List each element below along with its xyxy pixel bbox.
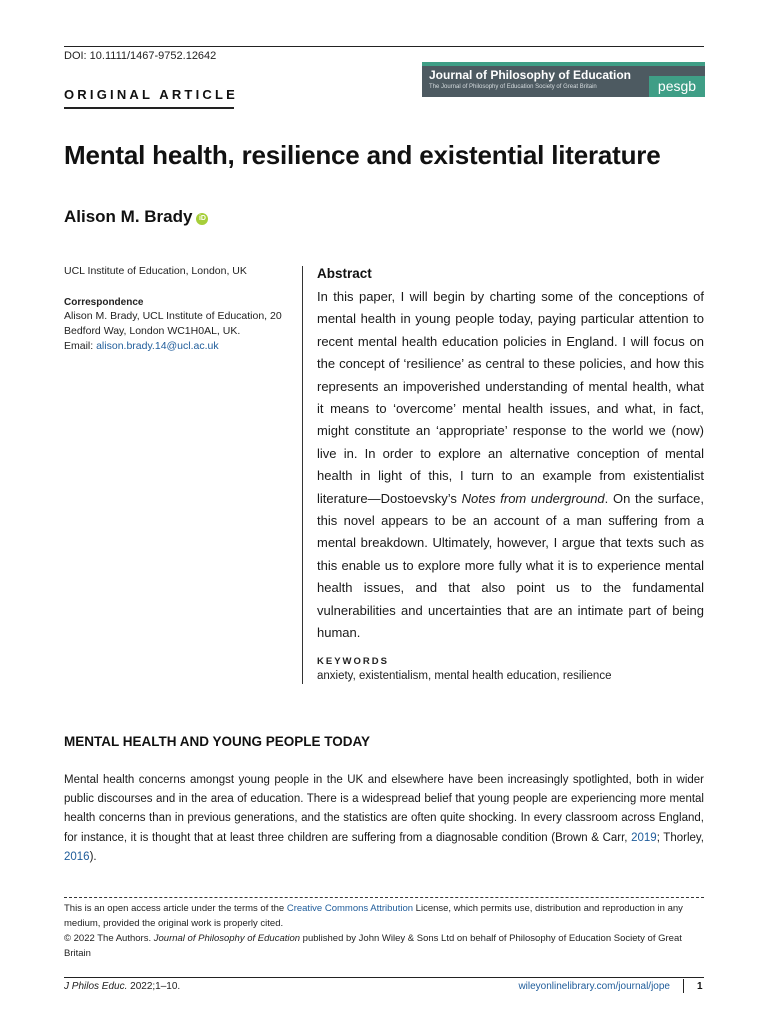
- header-rule: [64, 46, 704, 47]
- correspondence-line-2: Bedford Way, London WC1H0AL, UK.: [64, 325, 241, 337]
- page-number: 1: [697, 981, 703, 992]
- email-label: Email:: [64, 340, 97, 352]
- license-link[interactable]: Creative Commons Attribution: [286, 903, 414, 914]
- article-title: Mental health, resilience and existential literature: [64, 140, 661, 170]
- keywords-list: anxiety, existentialism, mental health education, resilience: [317, 670, 612, 682]
- citation-link-2[interactable]: 2016: [64, 850, 90, 863]
- journal-subtitle: The Journal of Philosophy of Education Society of Great Britain: [429, 84, 597, 90]
- abstract-text: [317, 286, 704, 645]
- journal-logo[interactable]: [422, 62, 705, 97]
- footnote-divider: [64, 897, 704, 898]
- footer-citation: [64, 981, 180, 992]
- footer-separator: [683, 979, 684, 993]
- copyright-text-2: published by John Wiley & Sons Ltd on behalf of Philosophy of Education Society of Great Britain: [64, 933, 682, 959]
- orcid-icon[interactable]: iD: [196, 213, 208, 225]
- correspondence-line-1: Alison M. Brady, UCL Institute of Education, 20: [64, 310, 282, 322]
- doi[interactable]: DOI: 10.1111/1467-9752.12642: [64, 50, 217, 62]
- footer-url-link[interactable]: wileyonlinelibrary.com/journal/jope: [518, 981, 670, 992]
- footer-rule: [64, 977, 704, 978]
- license-text-2: License, which permits use, distribution and reproduction in any medium, provided the original work is properly cited.: [64, 903, 683, 929]
- pesgb-badge: pesgb: [649, 76, 705, 97]
- license-text-1: This is an open access article under the terms of the: [64, 903, 287, 914]
- footer-volume: 2022;1–10.: [127, 981, 181, 992]
- article-type-underline: [64, 107, 234, 109]
- email-link[interactable]: alison.brady.14@ucl.ac.uk: [96, 340, 219, 352]
- body-paragraph: [64, 771, 704, 867]
- article-type-label: ORIGINAL ARTICLE: [64, 87, 238, 102]
- citation-link-1[interactable]: 2019: [631, 831, 657, 844]
- abstract-text-part-2: . On the surface, this novel appears to be an account of a man suffering from a mental breakdown. Ultimately, however, I argue that texts such as this enable us to explore more fully what it is to experience mental health issues, and that also point us to the fundamental vulnerabilities and uncertainties that are an intimate part of being human.: [317, 490, 704, 641]
- copyright-journal: Journal of Philosophy of Education: [153, 933, 301, 944]
- correspondence-email-line: [64, 340, 219, 352]
- citation-separator: ; Thorley,: [656, 831, 704, 844]
- author-line: [64, 207, 208, 227]
- license-note: [64, 901, 704, 931]
- body-text: Mental health concerns amongst young people in the UK and elsewhere have been increasingly spotlighted, both in wider public discourses and in the area of education. There is a widespread belief that young people are experiencing more mental health concerns than in previous generations, and the statistics are often quite shocking. In every classroom across England, for instance, it is thought that at least three children are suffering from a diagnosable condition (Brown & Carr,: [64, 774, 704, 844]
- copyright-text-1: © 2022 The Authors.: [64, 933, 154, 944]
- journal-name: Journal of Philosophy of Education: [429, 68, 632, 82]
- footer-journal-abbrev: J Philos Educ.: [64, 981, 128, 992]
- author-name: Alison M. Brady: [64, 207, 193, 226]
- keywords-heading: KEYWORDS: [317, 656, 389, 667]
- abstract-text-part-1: In this paper, I will begin by charting some of the conceptions of mental health in young people today, paying particular attention to recent mental health education policies in England. I will focus on the concept of ‘resilience’ as central to these policies, and how this represents an impoverished understanding of mental health, what it means to ‘overcome’ mental health issues, and what, in fact, might constitute an ‘appropriate’ response to the world we (now) live in. In order to explore an alternative conception of mental health in light of this, I turn to an example from existentialist literature—Dostoevsky’s: [317, 289, 704, 506]
- logo-accent-strip: [422, 62, 705, 66]
- section-heading: MENTAL HEALTH AND YOUNG PEOPLE TODAY: [64, 734, 371, 749]
- affiliation: UCL Institute of Education, London, UK: [64, 265, 247, 277]
- correspondence-heading: Correspondence: [64, 297, 144, 308]
- abstract-heading: Abstract: [317, 266, 372, 281]
- abstract-divider: [302, 266, 303, 684]
- copyright-note: [64, 931, 704, 961]
- abstract-italic-title: Notes from underground: [461, 490, 605, 506]
- body-text-end: ).: [89, 850, 97, 863]
